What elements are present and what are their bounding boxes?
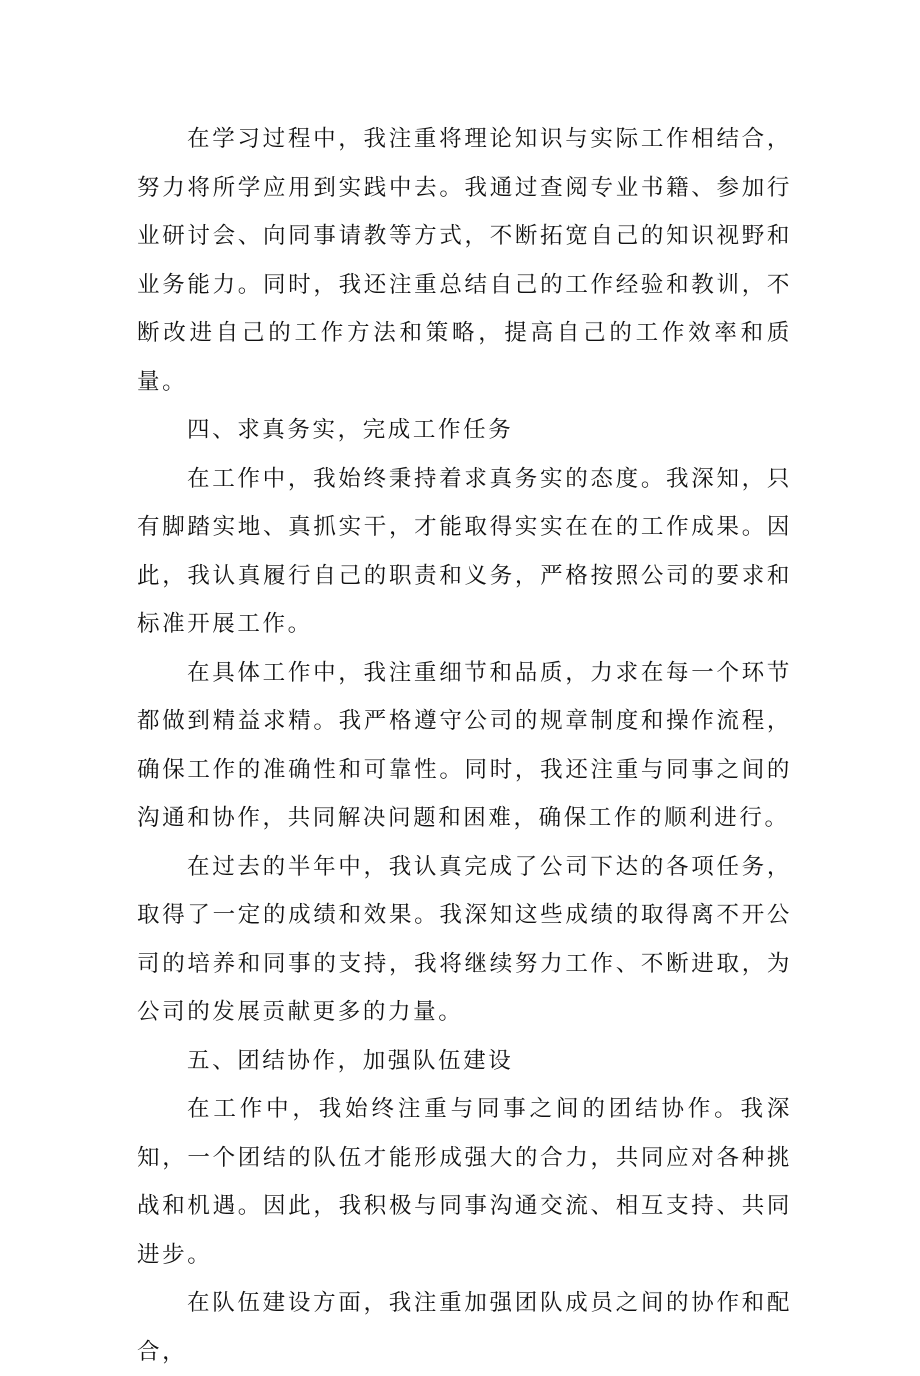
paragraph-team-building: 在队伍建设方面，我注重加强团队成员之间的协作和配合， [137,1290,792,1365]
paragraph-half-year-results: 在过去的半年中，我认真完成了公司下达的各项任务，取得了一定的成绩和效果。我深知这些成绩的取得离不开公司的培养和同事的支持，我将继续努力工作、不断进取，为公司的发展贡献更多的力量。 [137,853,792,1025]
paragraph-study-practice: 在学习过程中，我注重将理论知识与实际工作相结合，努力将所学应用到实践中去。我通过查阅专业书籍、参加行业研讨会、向同事请教等方式，不断拓宽自己的知识视野和业务能力。同时，我还注重总结自己的工作经验和教训，不断改进自己的工作方法和策略，提高自己的工作效率和质量。 [137,126,792,395]
paragraph-detail-quality: 在具体工作中，我注重细节和品质，力求在每一个环节都做到精益求精。我严格遵守公司的规章制度和操作流程，确保工作的准确性和可靠性。同时，我还注重与同事之间的沟通和协作，共同解决问题和困难，确保工作的顺利进行。 [137,659,792,831]
paragraph-teamwork: 在工作中，我始终注重与同事之间的团结协作。我深知，一个团结的队伍才能形成强大的合力，共同应对各种挑战和机遇。因此，我积极与同事沟通交流、相互支持、共同进步。 [137,1096,792,1268]
document-body [137,115,792,1376]
section-heading-5: 五、团结协作，加强队伍建设 [187,1047,514,1074]
section-heading-4: 四、求真务实，完成工作任务 [187,417,514,443]
paragraph-pragmatic-attitude: 在工作中，我始终秉持着求真务实的态度。我深知，只有脚踏实地、真抓实干，才能取得实实在在的工作成果。因此，我认真履行自己的职责和义务，严格按照公司的要求和标准开展工作。 [137,465,792,637]
